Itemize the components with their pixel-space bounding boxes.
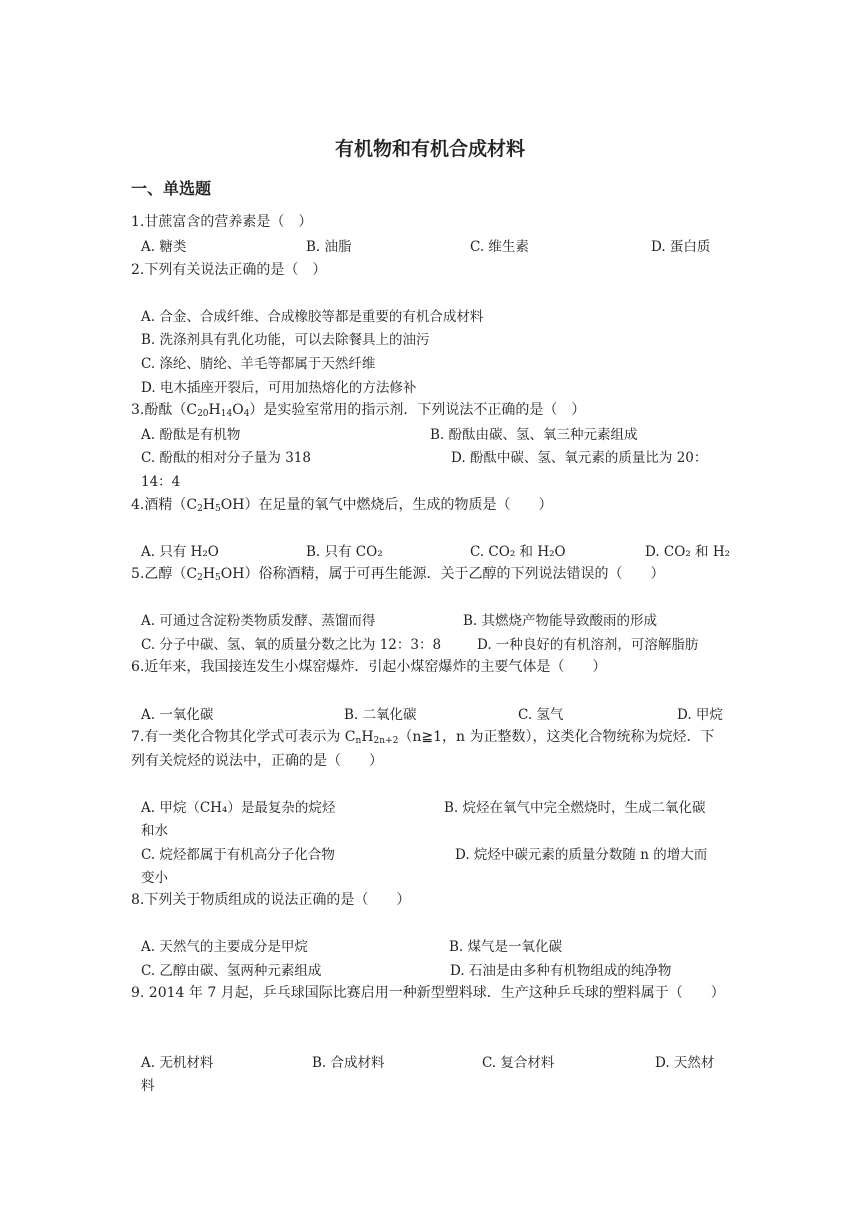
page-title: 有机物和有机合成材料: [334, 138, 525, 160]
q9-option-d[interactable]: D. 天然材: [655, 1055, 715, 1071]
q7-option-b[interactable]: B. 烷烃在氧气中完全燃烧时，生成二氧化碳: [444, 800, 706, 816]
q1-option-c[interactable]: C. 维生素: [470, 239, 529, 255]
q7-option-b-cont: 和水: [141, 823, 168, 839]
q4-option-d[interactable]: D. CO₂ 和 H₂: [645, 544, 731, 560]
question-4: 4.酒精$(C_2H_5OH)$在足量的氧气中燃烧后，生成的物质是（ ）: [131, 497, 553, 514]
question-7-cont: 列有关烷烃的说法中，正确的是（ ）: [131, 753, 383, 769]
q4-option-b[interactable]: B. 只有 CO₂: [306, 544, 383, 560]
q1-option-d[interactable]: D. 蛋白质: [651, 239, 711, 255]
q3-option-d-cont: 14：4: [141, 474, 181, 490]
q3-option-d[interactable]: D. 酚酞中碳、氢、氧元素的质量比为 20：: [451, 450, 708, 466]
question-1: 1.甘蔗富含的营养素是（ ）: [131, 214, 313, 230]
q9-option-c[interactable]: C. 复合材料: [482, 1055, 555, 1071]
q4-option-a[interactable]: A. 只有 H₂O: [141, 544, 219, 560]
q6-option-d[interactable]: D. 甲烷: [677, 707, 723, 723]
q3-option-b[interactable]: B. 酚酞由碳、氢、氧三种元素组成: [430, 427, 638, 443]
q5-option-d[interactable]: D. 一种良好的有机溶剂，可溶解脂肪: [477, 637, 699, 653]
q5-option-b[interactable]: B. 其燃烧产物能导致酸雨的形成: [463, 613, 658, 629]
q2-option-b[interactable]: B. 洗涤剂具有乳化功能，可以去除餐具上的油污: [141, 332, 430, 348]
q8-option-d[interactable]: D. 石油是由多种有机物组成的纯净物: [450, 963, 672, 979]
q1-option-a[interactable]: A. 糖类: [141, 239, 187, 255]
question-2: 2.下列有关说法正确的是（ ）: [131, 262, 327, 278]
q3-option-a[interactable]: A. 酚酞是有机物: [141, 427, 241, 443]
question-5: 5.乙醇$(C_2H_5OH)$俗称酒精，属于可再生能源．关于乙醇的下列说法错误的（ ）: [131, 566, 665, 583]
q2-option-c[interactable]: C. 涤纶、腈纶、羊毛等都属于天然纤维: [141, 356, 376, 372]
q9-option-b[interactable]: B. 合成材料: [312, 1055, 385, 1071]
question-8: 8.下列关于物质组成的说法正确的是（ ）: [131, 892, 411, 908]
q7-option-c[interactable]: C. 烷烃都属于有机高分子化合物: [141, 847, 335, 863]
q7-option-d-cont: 变小: [141, 870, 168, 886]
q8-option-b[interactable]: B. 煤气是一氧化碳: [449, 939, 563, 955]
section-heading: 一、单选题: [131, 179, 212, 198]
q9-option-a[interactable]: A. 无机材料: [141, 1055, 214, 1071]
q1-option-b[interactable]: B. 油脂: [306, 239, 352, 255]
q8-option-c[interactable]: C. 乙醇由碳、氢两种元素组成: [141, 963, 322, 979]
q7-option-d[interactable]: D. 烷烃中碳元素的质量分数随 n 的增大而: [455, 847, 708, 863]
q4-option-c[interactable]: C. CO₂ 和 H₂O: [470, 544, 566, 560]
q9-option-d-cont: 料: [141, 1078, 155, 1094]
question-9: 9. 2014 年 7 月起，乒乓球国际比赛启用一种新型塑料球．生产这种乒乓球的塑料属于（ ）: [131, 985, 725, 1001]
q3-option-c[interactable]: C. 酚酞的相对分子量为 318: [141, 450, 311, 466]
q6-option-b[interactable]: B. 二氧化碳: [344, 707, 417, 723]
q5-option-c[interactable]: C. 分子中碳、氢、氧的质量分数之比为 12：3：8: [141, 637, 442, 653]
q7-option-a[interactable]: A. 甲烷（CH₄）是最复杂的烷烃: [141, 800, 336, 816]
q6-option-c[interactable]: C. 氢气: [518, 707, 564, 723]
q5-option-a[interactable]: A. 可通过含淀粉类物质发酵、蒸馏而得: [141, 613, 376, 629]
question-7: 7.有一类化合物其化学式可表示为 $C_nH_{2n+2}(n≧1$，n 为正整数），这类化合物统称为烷烃．下: [131, 729, 715, 746]
question-6: 6.近年来，我国接连发生小煤窑爆炸．引起小煤窑爆炸的主要气体是（ ）: [131, 659, 607, 675]
question-3: 3.酚酞$(C_{20}H_{14}O_4)$是实验室常用的指示剂．下列说法不正确的是（ ）: [131, 402, 586, 419]
q6-option-a[interactable]: A. 一氧化碳: [141, 707, 214, 723]
q2-option-a[interactable]: A. 合金、合成纤维、合成橡胶等都是重要的有机合成材料: [141, 309, 484, 325]
q8-option-a[interactable]: A. 天然气的主要成分是甲烷: [141, 939, 308, 955]
q2-option-d[interactable]: D. 电木插座开裂后，可用加热熔化的方法修补: [141, 380, 417, 396]
